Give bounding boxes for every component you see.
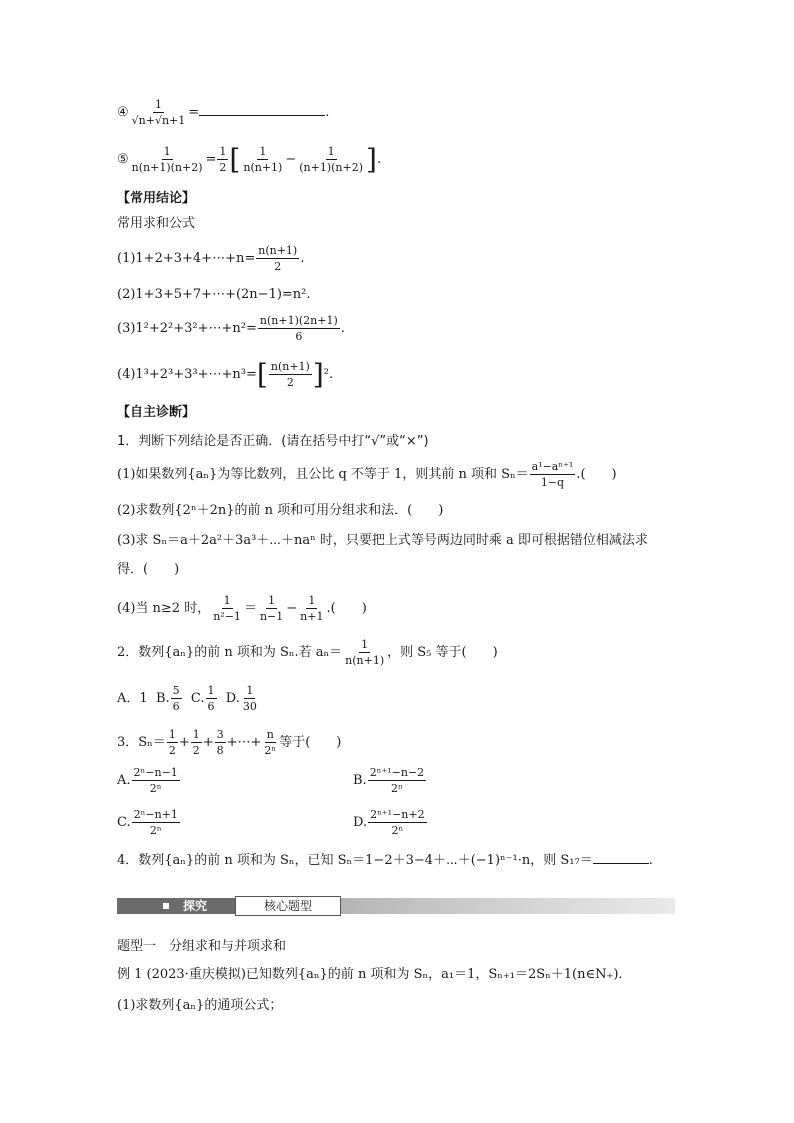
item-5-half bbox=[217, 145, 228, 174]
question-3-text: 3．Sₙ＝ bbox=[117, 735, 166, 750]
question-1-1-text: (1)如果数列{aₙ}为等比数列，且公比 q 不等于 1，则其前 n 项和 Sₙ＝ bbox=[117, 467, 529, 482]
question-3-term-1 bbox=[167, 728, 178, 757]
formula-3-end: . bbox=[340, 321, 345, 336]
q3-option-b-num: 2ⁿ⁺¹−n−2 bbox=[369, 766, 425, 779]
formula-1-fraction bbox=[256, 244, 299, 273]
term-1-den: 2 bbox=[168, 744, 176, 757]
q3-option-b-label: B. bbox=[353, 773, 367, 788]
term-2-den: 2 bbox=[192, 744, 200, 757]
formula-3-left: (3)1²+2²+3²+⋯+n²= bbox=[117, 321, 257, 336]
item-4-equals: = bbox=[188, 105, 200, 120]
item-4-answer-blank[interactable] bbox=[199, 115, 325, 116]
question-1-4-c-num: 1 bbox=[308, 594, 316, 607]
formula-2: (2)1+3+5+7+⋯+(2n−1)=n². bbox=[117, 287, 311, 302]
question-2 bbox=[117, 638, 498, 667]
self-diagnosis-heading: 【自主诊断】 bbox=[117, 405, 196, 420]
option-c-label: C. bbox=[190, 691, 205, 706]
formula-4-left: (4)1³+2³+3³+⋯+n³= bbox=[117, 367, 257, 382]
question-4-end: . bbox=[648, 853, 653, 868]
plus-2: + bbox=[202, 735, 214, 750]
formula-4 bbox=[117, 357, 334, 391]
question-2-end[interactable]: ，则 S₅ 等于( ) bbox=[387, 645, 498, 660]
formula-4-fraction bbox=[269, 360, 312, 389]
question-2-num: 1 bbox=[361, 638, 369, 651]
question-4-answer-blank[interactable] bbox=[593, 863, 649, 864]
item-5-half-num: 1 bbox=[219, 145, 227, 158]
formula-1-num: n(n+1) bbox=[258, 244, 298, 257]
question-1-1-den: 1−q bbox=[540, 476, 565, 489]
question-1-4-frac-b bbox=[258, 594, 285, 623]
item-5-frac1-den: n(n+1) bbox=[243, 161, 283, 174]
q3-option-c-fraction bbox=[132, 808, 180, 837]
q3-option-d-den: 2ⁿ bbox=[391, 824, 404, 837]
question-1-1 bbox=[117, 460, 617, 489]
option-b-den: 6 bbox=[172, 700, 180, 713]
question-2-fraction bbox=[343, 638, 386, 667]
common-formulas-subheading: 常用求和公式 bbox=[117, 216, 196, 231]
question-3-term-3 bbox=[215, 728, 226, 757]
item-5-open-bracket: [ bbox=[229, 142, 241, 176]
formula-4-num: n(n+1) bbox=[270, 360, 310, 373]
term-3-den: 8 bbox=[216, 744, 224, 757]
question-2-option-b[interactable] bbox=[155, 684, 183, 713]
formula-1-end: . bbox=[300, 251, 305, 266]
item-4-fraction bbox=[130, 98, 188, 127]
option-d-num: 1 bbox=[246, 684, 254, 697]
option-b-label: B. bbox=[155, 691, 170, 706]
question-2-text: 2．数列{aₙ}的前 n 项和为 Sₙ.若 aₙ＝ bbox=[117, 645, 343, 660]
square-bullet-icon bbox=[163, 903, 169, 909]
item-4-marker: ④ bbox=[117, 105, 129, 120]
example-1: 例 1 (2023·重庆模拟)已知数列{aₙ}的前 n 项和为 Sₙ，a₁＝1，Sₙ₊₁＝2Sₙ＋1(n∈N₊)． bbox=[117, 967, 632, 982]
item-5-half-den: 2 bbox=[219, 161, 227, 174]
item-5-close-bracket: ] bbox=[366, 142, 377, 176]
term-n-num: n bbox=[266, 728, 274, 741]
plus-1: + bbox=[178, 735, 190, 750]
item-5-numerator: 1 bbox=[163, 145, 171, 158]
item-5 bbox=[117, 142, 382, 176]
question-1-4-equals: ＝ bbox=[243, 601, 257, 616]
question-1-1-num: a¹−aⁿ⁺¹ bbox=[531, 460, 574, 473]
formula-1 bbox=[117, 244, 304, 273]
question-2-option-a[interactable]: A．1 bbox=[117, 691, 148, 706]
item-5-minus: − bbox=[285, 152, 297, 167]
option-b-num: 5 bbox=[172, 684, 180, 697]
question-1-4-answer-paren[interactable]: .( ) bbox=[326, 601, 367, 616]
q3-option-d-label: D. bbox=[353, 815, 368, 830]
option-c-den: 6 bbox=[207, 700, 215, 713]
item-5-frac1-num: 1 bbox=[259, 145, 267, 158]
question-3-options-row-1 bbox=[117, 766, 677, 802]
question-3 bbox=[117, 728, 341, 757]
q3-option-a-fraction bbox=[132, 766, 180, 795]
banner-tab-explore bbox=[117, 898, 235, 914]
question-1-4-c-den: n+1 bbox=[300, 610, 324, 623]
term-2-num: 1 bbox=[192, 728, 200, 741]
item-4-end: . bbox=[325, 105, 330, 120]
question-1-4-b-num: 1 bbox=[268, 594, 276, 607]
question-1-4-frac-a bbox=[211, 594, 243, 623]
q3-option-c-label: C. bbox=[117, 815, 131, 830]
q3-option-a-den: 2ⁿ bbox=[149, 782, 162, 795]
q3-option-b-den: 2ⁿ bbox=[391, 782, 403, 795]
question-1: 1．判断下列结论是否正确．(请在括号中打“√”或“×”) bbox=[117, 434, 429, 449]
banner-tab-core-types: 核心题型 bbox=[235, 896, 341, 916]
question-1-3b[interactable]: 得．( ) bbox=[117, 562, 180, 577]
formula-1-left: (1)1+2+3+4+⋯+n= bbox=[117, 251, 256, 266]
type-1-heading: 题型一 分组求和与并项求和 bbox=[117, 939, 287, 954]
question-1-4 bbox=[117, 594, 367, 623]
question-2-options bbox=[117, 684, 260, 713]
item-5-frac2-den: (n+1)(n+2) bbox=[299, 161, 363, 174]
question-2-option-c[interactable] bbox=[190, 684, 218, 713]
question-3-term-2 bbox=[191, 728, 202, 757]
formula-4-close-bracket: ] bbox=[312, 357, 324, 391]
dots: +⋯+ bbox=[226, 735, 262, 750]
term-1-num: 1 bbox=[168, 728, 176, 741]
option-d-label: D. bbox=[225, 691, 240, 706]
option-d-den: 30 bbox=[242, 700, 257, 713]
question-1-4-a-den: n²−1 bbox=[213, 610, 241, 623]
question-3-term-n bbox=[262, 728, 278, 757]
banner-tab-explore-label: 探究 bbox=[183, 899, 208, 913]
question-3-option-d[interactable] bbox=[353, 808, 428, 837]
question-2-option-d[interactable] bbox=[225, 684, 260, 713]
formula-3-fraction bbox=[258, 314, 340, 343]
question-1-4-text: (4)当 n≥2 时， bbox=[117, 601, 211, 616]
question-1-2[interactable]: (2)求数列{2ⁿ＋2n}的前 n 项和可用分组求和法．( ) bbox=[117, 503, 444, 518]
q3-option-c-num: 2ⁿ−n+1 bbox=[133, 808, 178, 821]
question-1-4-a-num: 1 bbox=[223, 594, 231, 607]
q3-option-a-label: A. bbox=[117, 773, 131, 788]
formula-3 bbox=[117, 314, 345, 343]
formula-3-num: n(n+1)(2n+1) bbox=[259, 314, 338, 327]
item-5-marker: ⑤ bbox=[117, 152, 129, 167]
item-5-frac2-num: 1 bbox=[327, 145, 335, 158]
formula-3-den: 6 bbox=[295, 330, 303, 343]
formula-1-den: 2 bbox=[274, 260, 282, 273]
question-1-4-minus: − bbox=[286, 601, 298, 616]
q3-option-d-fraction bbox=[368, 808, 427, 837]
term-n-den: 2ⁿ bbox=[264, 744, 277, 757]
question-1-4-b-den: n−1 bbox=[259, 610, 284, 623]
item-5-end: . bbox=[376, 152, 382, 167]
question-1-3a: (3)求 Sₙ＝a＋2a²＋3a³＋⋯＋naⁿ 时，只要把上式等号两边同时乘 a 即可根据错位相减法求 bbox=[117, 533, 648, 548]
question-3-options-row-2 bbox=[117, 808, 677, 844]
question-1-1-fraction bbox=[530, 460, 576, 489]
item-4 bbox=[117, 98, 329, 127]
common-conclusions-heading: 【常用结论】 bbox=[117, 191, 196, 206]
item-4-numerator: 1 bbox=[154, 98, 162, 111]
option-d-fraction bbox=[241, 684, 259, 713]
q3-option-b-fraction bbox=[368, 766, 427, 795]
item-5-denominator: n(n+1)(n+2) bbox=[131, 161, 203, 174]
question-1-4-frac-c bbox=[298, 594, 325, 623]
item-4-denominator: √n+√n+1 bbox=[131, 114, 186, 127]
question-2-den: n(n+1) bbox=[345, 654, 385, 667]
formula-4-den: 2 bbox=[286, 376, 294, 389]
term-3-num: 3 bbox=[216, 728, 224, 741]
option-b-fraction bbox=[171, 684, 182, 713]
q3-option-c-den: 2ⁿ bbox=[149, 824, 162, 837]
item-5-frac2 bbox=[297, 145, 365, 174]
question-4-text: 4．数列{aₙ}的前 n 项和为 Sₙ，已知 Sₙ＝1−2＋3−4＋⋯＋(−1)ⁿ⁻¹·n，则 S₁₇＝ bbox=[117, 853, 593, 868]
q3-option-d-num: 2ⁿ⁺¹−n+2 bbox=[370, 808, 425, 821]
question-1-1-answer-paren[interactable]: .( ) bbox=[576, 467, 617, 482]
question-3-end[interactable]: 等于( ) bbox=[279, 735, 342, 750]
item-5-equals: = bbox=[205, 152, 217, 167]
option-c-num: 1 bbox=[207, 684, 215, 697]
item-5-fraction bbox=[130, 145, 205, 174]
item-5-frac1 bbox=[241, 145, 284, 174]
example-1-part-1: (1)求数列{aₙ}的通项公式； bbox=[117, 998, 283, 1013]
question-3-option-b[interactable] bbox=[353, 766, 427, 795]
option-c-fraction bbox=[206, 684, 217, 713]
question-3-option-a[interactable] bbox=[117, 766, 181, 795]
formula-4-end: ². bbox=[323, 367, 334, 382]
question-4 bbox=[117, 852, 653, 870]
question-3-option-c[interactable] bbox=[117, 808, 181, 837]
q3-option-a-num: 2ⁿ−n−1 bbox=[133, 766, 178, 779]
section-banner bbox=[117, 896, 675, 916]
formula-4-open-bracket: [ bbox=[256, 357, 268, 391]
